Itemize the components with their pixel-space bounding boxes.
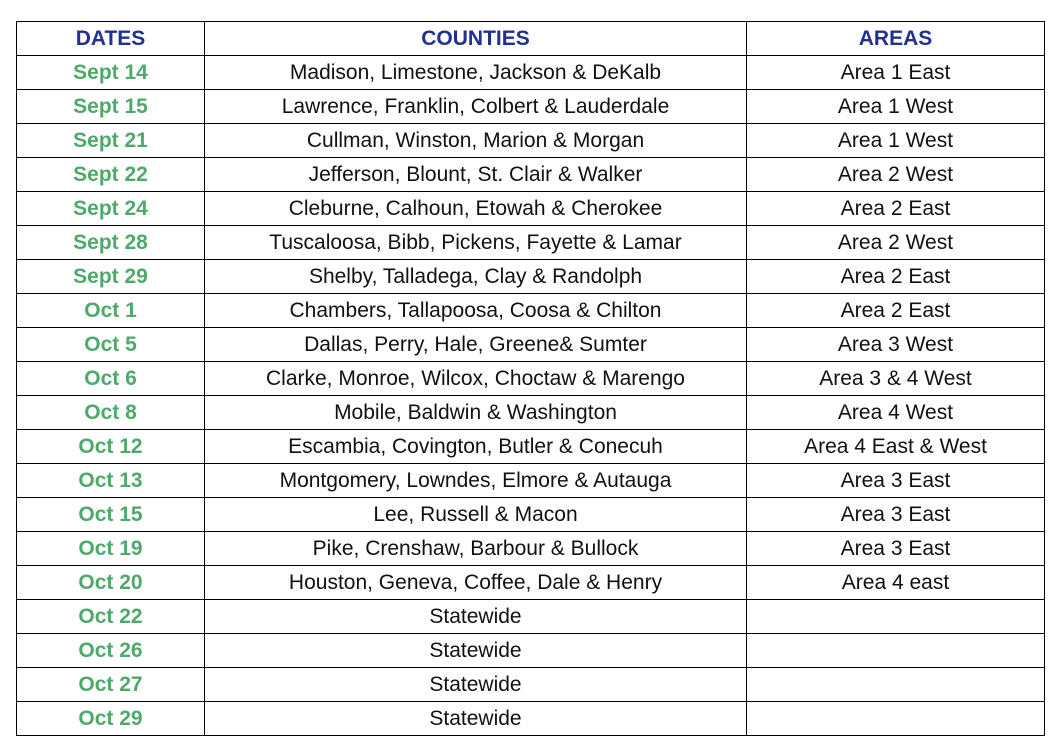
date-cell: Oct 8 [17, 396, 205, 430]
area-cell [747, 600, 1045, 634]
area-cell: Area 3 & 4 West [747, 362, 1045, 396]
area-cell [747, 634, 1045, 668]
area-cell: Area 1 West [747, 124, 1045, 158]
area-cell: Area 3 East [747, 532, 1045, 566]
date-cell: Oct 19 [17, 532, 205, 566]
table-row [17, 498, 1045, 532]
area-cell: Area 2 West [747, 158, 1045, 192]
table-header [17, 22, 1045, 56]
counties-cell: Statewide [205, 702, 747, 736]
counties-cell: Tuscaloosa, Bibb, Pickens, Fayette & Lamar [205, 226, 747, 260]
area-cell: Area 1 East [747, 56, 1045, 90]
counties-cell: Escambia, Covington, Butler & Conecuh [205, 430, 747, 464]
area-cell: Area 3 East [747, 464, 1045, 498]
area-cell: Area 4 east [747, 566, 1045, 600]
table-row [17, 702, 1045, 736]
counties-cell: Chambers, Tallapoosa, Coosa & Chilton [205, 294, 747, 328]
counties-cell: Statewide [205, 600, 747, 634]
table-row [17, 226, 1045, 260]
table-row [17, 90, 1045, 124]
counties-cell: Jefferson, Blount, St. Clair & Walker [205, 158, 747, 192]
date-cell: Oct 6 [17, 362, 205, 396]
table-row [17, 192, 1045, 226]
counties-cell: Madison, Limestone, Jackson & DeKalb [205, 56, 747, 90]
area-cell: Area 1 West [747, 90, 1045, 124]
county-schedule-table [16, 21, 1045, 736]
date-cell: Oct 5 [17, 328, 205, 362]
date-cell: Oct 20 [17, 566, 205, 600]
date-cell: Sept 21 [17, 124, 205, 158]
counties-cell: Cullman, Winston, Marion & Morgan [205, 124, 747, 158]
schedule-sheet [16, 21, 1045, 736]
area-cell [747, 668, 1045, 702]
date-cell: Oct 22 [17, 600, 205, 634]
table-row [17, 158, 1045, 192]
date-cell: Oct 13 [17, 464, 205, 498]
counties-cell: Lee, Russell & Macon [205, 498, 747, 532]
table-row [17, 260, 1045, 294]
counties-cell: Statewide [205, 634, 747, 668]
table-row [17, 668, 1045, 702]
area-cell: Area 2 East [747, 260, 1045, 294]
date-cell: Oct 27 [17, 668, 205, 702]
date-cell: Sept 15 [17, 90, 205, 124]
date-cell: Sept 28 [17, 226, 205, 260]
area-cell: Area 2 East [747, 192, 1045, 226]
area-cell: Area 2 East [747, 294, 1045, 328]
date-cell: Oct 29 [17, 702, 205, 736]
counties-cell: Clarke, Monroe, Wilcox, Choctaw & Marengo [205, 362, 747, 396]
table-row [17, 396, 1045, 430]
table-row [17, 600, 1045, 634]
counties-cell: Statewide [205, 668, 747, 702]
table-row [17, 362, 1045, 396]
table-row [17, 328, 1045, 362]
counties-cell: Shelby, Talladega, Clay & Randolph [205, 260, 747, 294]
date-cell: Sept 14 [17, 56, 205, 90]
header-row [17, 22, 1045, 56]
table-row [17, 464, 1045, 498]
table-row [17, 430, 1045, 464]
counties-cell: Houston, Geneva, Coffee, Dale & Henry [205, 566, 747, 600]
area-cell: Area 4 West [747, 396, 1045, 430]
table-row [17, 532, 1045, 566]
table-row [17, 124, 1045, 158]
area-cell: Area 3 West [747, 328, 1045, 362]
counties-cell: Pike, Crenshaw, Barbour & Bullock [205, 532, 747, 566]
table-row [17, 566, 1045, 600]
counties-cell: Montgomery, Lowndes, Elmore & Autauga [205, 464, 747, 498]
table-row [17, 294, 1045, 328]
table-body [17, 56, 1045, 736]
date-cell: Sept 24 [17, 192, 205, 226]
header-dates: DATES [17, 22, 205, 56]
date-cell: Oct 1 [17, 294, 205, 328]
header-counties: COUNTIES [205, 22, 747, 56]
date-cell: Oct 26 [17, 634, 205, 668]
date-cell: Oct 15 [17, 498, 205, 532]
counties-cell: Cleburne, Calhoun, Etowah & Cherokee [205, 192, 747, 226]
area-cell: Area 4 East & West [747, 430, 1045, 464]
date-cell: Sept 22 [17, 158, 205, 192]
counties-cell: Lawrence, Franklin, Colbert & Lauderdale [205, 90, 747, 124]
table-row [17, 56, 1045, 90]
area-cell [747, 702, 1045, 736]
area-cell: Area 2 West [747, 226, 1045, 260]
counties-cell: Dallas, Perry, Hale, Greene& Sumter [205, 328, 747, 362]
header-areas: AREAS [747, 22, 1045, 56]
area-cell: Area 3 East [747, 498, 1045, 532]
date-cell: Sept 29 [17, 260, 205, 294]
table-row [17, 634, 1045, 668]
counties-cell: Mobile, Baldwin & Washington [205, 396, 747, 430]
date-cell: Oct 12 [17, 430, 205, 464]
